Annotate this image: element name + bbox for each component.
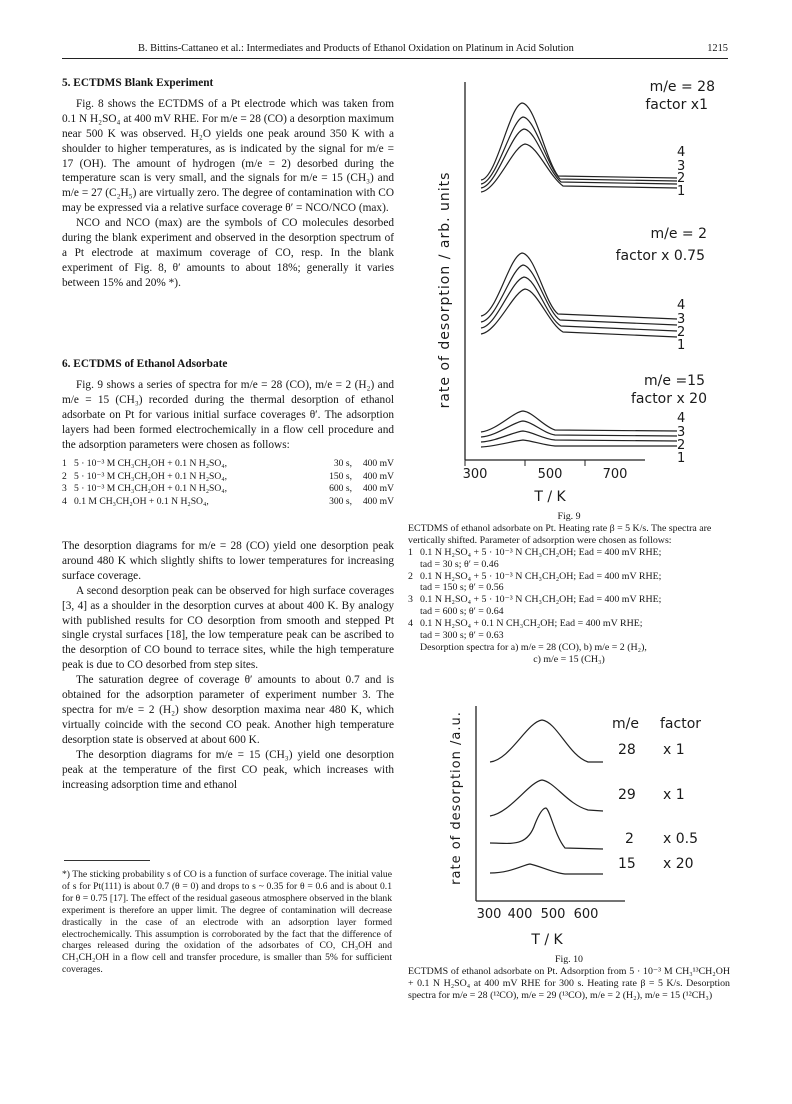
panel-me2 — [481, 226, 707, 353]
curve-label: 4 — [677, 298, 686, 313]
row-factor: x 1 — [663, 787, 685, 803]
section-5-heading: 5. ECTDMS Blank Experiment — [62, 77, 214, 89]
parameter-row — [62, 471, 394, 483]
caption-item-text: 0.1 N H₂SO₄ + 0.1 N CH₃CH₂OH; Ead = 400 mV RHE; — [420, 618, 643, 630]
caption-item-detail: tad = 150 s; θ′ = 0.56 — [420, 582, 504, 594]
curve-me2 — [490, 808, 603, 849]
x-tick-label: 400 — [507, 907, 533, 922]
curve-me28 — [490, 720, 603, 762]
caption-item-number: 4 — [408, 618, 413, 630]
row-factor: x 20 — [663, 856, 694, 872]
caption-tail: c) m/e = 15 (CH₃) — [533, 653, 605, 665]
curve-me29 — [490, 780, 603, 816]
parameter-potential: 400 mV — [362, 483, 394, 495]
row-me: 2 — [625, 831, 634, 847]
panel-factor-label: factor x1 — [645, 97, 708, 113]
curve-me15 — [490, 864, 603, 874]
x-tick-label: 300 — [476, 907, 502, 922]
figure-9-plot — [405, 60, 730, 510]
section-6-continued — [62, 539, 394, 792]
panel-me-label: m/e = 28 — [649, 79, 715, 95]
parameter-potential: 400 mV — [362, 458, 394, 470]
figure-10-caption — [408, 954, 730, 1002]
caption-item — [408, 618, 730, 630]
parameter-row — [62, 483, 394, 495]
panel-me28 — [481, 79, 715, 199]
figure-9-caption-intro: ECTDMS of ethanol adsorbate on Pt. Heating rate β = 5 K/s. The spectra are vertically shifted. Parameter of adsorption were chosen as follows: — [408, 522, 712, 546]
panel-me15 — [481, 373, 707, 466]
x-tick-label: 700 — [602, 467, 628, 482]
caption-item-detail: tad = 600 s; θ′ = 0.64 — [420, 606, 504, 618]
parameter-solution: 5 · 10⁻³ M CH₃CH₂OH + 0.1 N H₂SO₄, — [74, 483, 228, 495]
figure-9-x-label: T / K — [534, 489, 566, 505]
section-6-paragraph: Fig. 9 shows a series of spectra for m/e = 28 (CO), m/e = 2 (H₂) and m/e = 15 (CH₃) recorded during the thermal desorption of ethanol adsorbate on Pt for various initial surface coverages θ′. The adsorption layers had been formed electrochemically in a flow cell procedure and the adsorption parameters were chosen as follows: — [62, 378, 394, 451]
parameter-number: 4 — [62, 495, 67, 507]
parameter-time: 600 s, — [329, 483, 352, 495]
column-header-me: m/e — [612, 716, 639, 732]
figure-9-y-label: rate of desorption / arb. units — [437, 171, 453, 409]
column-header-factor: factor — [660, 716, 702, 732]
parameter-solution: 5 · 10⁻³ M CH₃CH₂OH + 0.1 N H₂SO₄, — [74, 470, 228, 482]
caption-item-text: 0.1 N H₂SO₄ + 5 · 10⁻³ N CH₃CH₂OH; Ead = 400 mV RHE; — [420, 594, 662, 606]
curve-label: 3 — [677, 312, 686, 327]
figure-10-caption-title: Fig. 10 — [555, 954, 583, 965]
x-tick-label: 600 — [573, 907, 599, 922]
parameter-solution: 5 · 10⁻³ M CH₃CH₂OH + 0.1 N H₂SO₄, — [74, 458, 228, 470]
figure-10 — [405, 698, 730, 953]
curve-3 — [481, 117, 677, 184]
curve-label: 2 — [677, 325, 686, 340]
caption-item-detail: tad = 30 s; θ′ = 0.46 — [420, 558, 499, 570]
parameter-number: 3 — [62, 483, 67, 495]
curve-label: 1 — [677, 338, 686, 353]
caption-item-number: 2 — [408, 570, 413, 582]
caption-item-detail: tad = 300 s; θ′ = 0.63 — [420, 630, 504, 642]
section-5 — [62, 76, 394, 291]
row-factor: x 1 — [663, 742, 685, 758]
figure-10-x-label: T / K — [531, 932, 563, 948]
caption-item-number: 3 — [408, 594, 413, 606]
parameter-time: 150 s, — [329, 470, 352, 482]
row-me: 28 — [618, 742, 636, 758]
page-number: 1215 — [707, 43, 728, 54]
parameter-number: 2 — [62, 470, 67, 482]
parameter-time: 300 s, — [329, 495, 352, 507]
panel-me-label: m/e = 2 — [650, 226, 707, 242]
header-rule — [62, 58, 728, 59]
section-6-heading: 6. ECTDMS of Ethanol Adsorbate — [62, 358, 228, 370]
panel-factor-label: factor x 0.75 — [615, 248, 705, 264]
caption-item — [408, 547, 730, 559]
curve-2 — [481, 431, 677, 442]
caption-item-number: 1 — [408, 546, 413, 558]
parameter-row — [62, 458, 394, 470]
section-5-paragraph: NCO and NCO (max) are the symbols of CO molecules desorbed during the blank experiment and observed in the desorption spectrum of a Pt electrode at maximum coverage of CO, resp. In the blank experiment of Fig. 8, θ′ amounts to about 18%; generally it varies between 15% and 20% *). — [62, 217, 394, 289]
curve-1 — [481, 144, 677, 192]
curve-label: 4 — [677, 411, 686, 426]
figure-10-caption-text: ECTDMS of ethanol adsorbate on Pt. Adsorption from 5 · 10⁻³ M CH₃¹³CH₂OH + 0.1 N H₂SO₄ at 400 mV RHE for 300 s. Heating rate β = 5 K/s. Desorption spectra for m/e = 28 (¹²CO), m/e = 29 (¹³CO), m/e = 2 (H₂), m/e = 15 (¹²CH₃) — [408, 965, 730, 1001]
section-6 — [62, 357, 394, 508]
running-title: B. Bittins-Cattaneo et al.: Intermediates and Products of Ethanol Oxidation on Platinum in Acid Solution — [138, 43, 574, 54]
section-6-paragraph: The desorption diagrams for m/e = 28 (CO) yield one desorption peak around 480 K which slightly shifts to lower temperatures for increasing surface coverage. — [62, 540, 394, 582]
x-tick-label: 500 — [540, 907, 566, 922]
figure-10-plot — [405, 698, 730, 953]
curve-4 — [481, 103, 677, 180]
figure-10-y-label: rate of desorption /a.u. — [449, 711, 464, 885]
caption-item-text: 0.1 N H₂SO₄ + 5 · 10⁻³ N CH₃CH₂OH; Ead = 400 mV RHE; — [420, 570, 662, 582]
x-tick-label: 500 — [537, 467, 563, 482]
caption-tail: Desorption spectra for a) m/e = 28 (CO), b) m/e = 2 (H₂), — [420, 641, 647, 653]
parameter-solution: 0.1 M CH₃CH₂OH + 0.1 N H₂SO₄, — [74, 495, 209, 507]
section-6-paragraph: A second desorption peak can be observed for high surface coverages [3, 4] as a shoulder in the desorption curves at about 400 K. By analogy with published results for CO desorption from smooth and stepped Pt single crystal surfaces [18], the low temperature peak can be ascribed to the desorption of CO bound to terrace sites, while the high temperature peak is due to CO desorbed from step sites. — [62, 584, 394, 672]
curve-4 — [481, 411, 677, 432]
curve-3 — [481, 265, 677, 325]
caption-item-text: 0.1 N H₂SO₄ + 5 · 10⁻³ N CH₃CH₂OH; Ead = 400 mV RHE; — [420, 546, 662, 558]
figure-9-caption-title: Fig. 9 — [557, 511, 581, 522]
x-tick-label: 300 — [462, 467, 488, 482]
row-factor: x 0.5 — [663, 831, 698, 847]
caption-item — [408, 571, 730, 583]
caption-item — [408, 594, 730, 606]
curve-label: 3 — [677, 159, 686, 174]
parameter-potential: 400 mV — [362, 470, 394, 482]
curve-label: 2 — [677, 438, 686, 453]
parameter-row — [62, 496, 394, 508]
footnote: *) The sticking probability s of CO is a function of surface coverage. The initial value of s for Pt(111) is about 0.7 (θ = 0) and drops to s ~ 0.35 for θ = 0.6 and is about 0.1 for θ = 0.75 [17]. The effect of the residual gaseous atmosphere observed in the blank experiment is therefore an upper limit. The degree of contamination will decrease drastically in the case of an electrode with an adsorption layer formed electrochemically. This assumption is corroborated by the fact that the difference of charges released during the oxidation of the adsorbates of CO, CH₃OH and CH₃CH₂OH in a flow cell and transfer procedure, is smaller than 5% for sufficient coverages. — [62, 869, 392, 976]
section-6-paragraph: The desorption diagrams for m/e = 15 (CH₃) yield one desorption peak at the temperature of the first CO peak, which increases with increasing adsorption time and ethanol — [62, 748, 394, 791]
row-me: 29 — [618, 787, 636, 803]
curve-label: 2 — [677, 171, 686, 186]
curve-label: 1 — [677, 451, 686, 466]
parameter-potential: 400 mV — [362, 495, 394, 507]
adsorption-parameter-list — [62, 458, 394, 508]
parameter-time: 30 s, — [333, 458, 352, 470]
curve-label: 3 — [677, 425, 686, 440]
figure-9-caption — [408, 511, 730, 666]
panel-me-label: m/e =15 — [644, 373, 705, 389]
curve-label: 1 — [677, 184, 686, 199]
curve-label: 4 — [677, 145, 686, 160]
section-5-paragraph: Fig. 8 shows the ECTDMS of a Pt electrode which was taken from 0.1 N H₂SO₄ at 400 mV RHE. For m/e = 28 (CO) a desorption maximum near 500 K was observed. H₂O yields one peak around 350 K with a shoulder to higher temperatures, as is indicated by the signal for m/e = 17 (OH). The amount of hydrogen (m/e = 2) desorbed during the temperature scan is very small, and the signals for m/e = 15 (CH₃) and m/e = 27 (C₂H₅) are virtually zero. The degree of contamination with CO may be expressed via a relative surface coverage θ′ = NCO/NCO (max). — [62, 97, 394, 215]
figure-9 — [405, 60, 730, 510]
parameter-number: 1 — [62, 458, 67, 470]
panel-factor-label: factor x 20 — [630, 391, 707, 407]
footnote-rule — [64, 860, 150, 861]
row-me: 15 — [618, 856, 636, 872]
section-6-paragraph: The saturation degree of coverage θ′ amounts to about 0.7 and is obtained for the adsorption parameter of experiment number 3. The spectra for m/e = 2 (H₂) show desorption maxima near 480 K, which virtually coincide with the second CO peak. Another high temperature desorption state is observed at about 600 K. — [62, 674, 394, 746]
